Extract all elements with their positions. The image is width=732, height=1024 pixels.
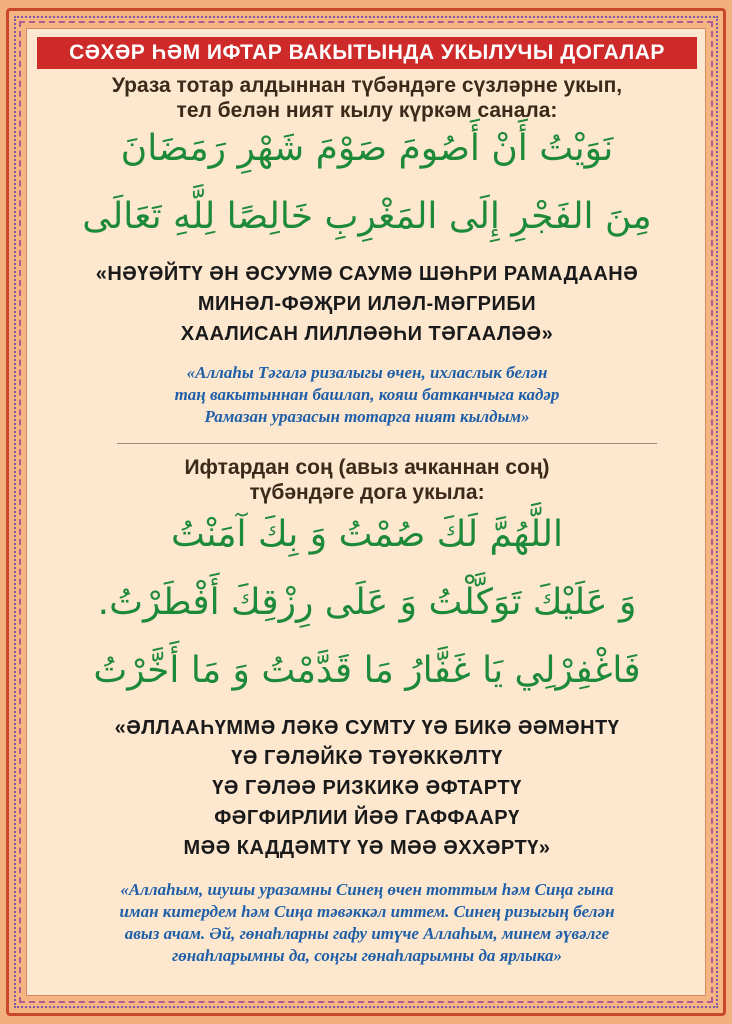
translit-line: «ӘЛЛААҺҮММӘ ЛӘКӘ СУМТУ ҮӘ БИКӘ ӘӘМӘНТҮ [114,717,620,739]
translit-line: ФӘГФИРЛИИ ЙӘӘ ГАФФААРҮ [214,807,520,829]
translit-line: «НӘҮӘЙТҮ ӘН ӘСУУМӘ САУМӘ ШӘҺРИ РАМАДААНӘ [95,263,639,285]
translit-line: ХААЛИСАН ЛИЛЛӘӘҺИ ТӘГААЛӘӘ» [180,323,554,345]
translit-line: ҮӘ ГӘЛӘӘ РИЗКИКӘ ӘФТАРТҮ [212,777,522,799]
meaning-line: «Аллаһы Тәгалә ризалыгы өчен, ихласлык белән [186,363,548,382]
arabic-line: نَوَيْتُ أَنْ أَصُومَ صَوْمَ شَهْرِ رَمَضَانَ [120,128,614,169]
arabic-line: مِنَ الفَجْرِ إِلَى المَغْرِبِ خَالِصًا لِلَّهِ تَعَالَى [82,196,652,237]
section1-intro [27,73,707,123]
translit-line: ҮӘ ГӘЛӘЙКӘ ТӘҮӘККӘЛТҮ [231,747,503,769]
translit-line: МИНӘЛ-ФӘҖРИ ИЛӘЛ-МӘГРИБИ [197,293,537,315]
arabic-line: فَاغْفِرْلِي يَا غَفَّارُ مَا قَدَّمْتُ وَ مَا أَخَّرْتُ [93,650,641,691]
section2-transliteration [27,713,707,863]
intro-line: түбәндәге дога укыла: [249,481,485,504]
section2-intro [27,455,707,505]
intro-line: Ураза тотар алдыннан түбәндәге сүзләрне укып, [111,74,623,97]
content-panel [26,28,706,996]
section1-meaning [27,362,707,428]
arabic-line: وَ عَلَيْكَ تَوَكَّلْتُ وَ عَلَى رِزْقِكَ أَفْطَرْتُ. [97,582,637,623]
meaning-line: «Аллаһым, шушы уразамны Синең өчен тоттым һәм Сиңа гына [120,880,614,899]
section1-transliteration [27,259,707,349]
meaning-line: таң вакытыннан башлап, кояш батканчыга кадәр [174,385,560,404]
arabic-line: اللَّهُمَّ لَكَ صُمْتُ وَ بِكَ آمَنْتُ [171,514,563,555]
section2-meaning [27,879,707,967]
translit-line: МӘӘ КАДДӘМТҮ ҮӘ МӘӘ ӘХХӘРТҮ» [183,837,551,859]
section-divider [117,443,657,444]
meaning-line: иман китердем һәм Сиңа тәвәккәл иттем. Синең ризыгың белән [119,902,615,921]
intro-line: Ифтардан соң (авыз ачканнан соң) [184,456,550,479]
meaning-line: гөнаһларымны да, соңгы гөнаһларымны да ярлыка» [172,946,562,965]
meaning-line: Рамазан уразасын тотарга ният кылдым» [204,407,530,426]
page-title: СӘХӘР ҺӘМ ИФТАР ВАКЫТЫНДА УКЫЛУЧЫ ДОГАЛАР [37,37,697,69]
intro-line: тел белән ният кылу күркәм санала: [176,99,558,122]
meaning-line: авыз ачам. Әй, гөнаһларны гафу итүче Аллаһым, минем әүвәлге [124,924,610,943]
